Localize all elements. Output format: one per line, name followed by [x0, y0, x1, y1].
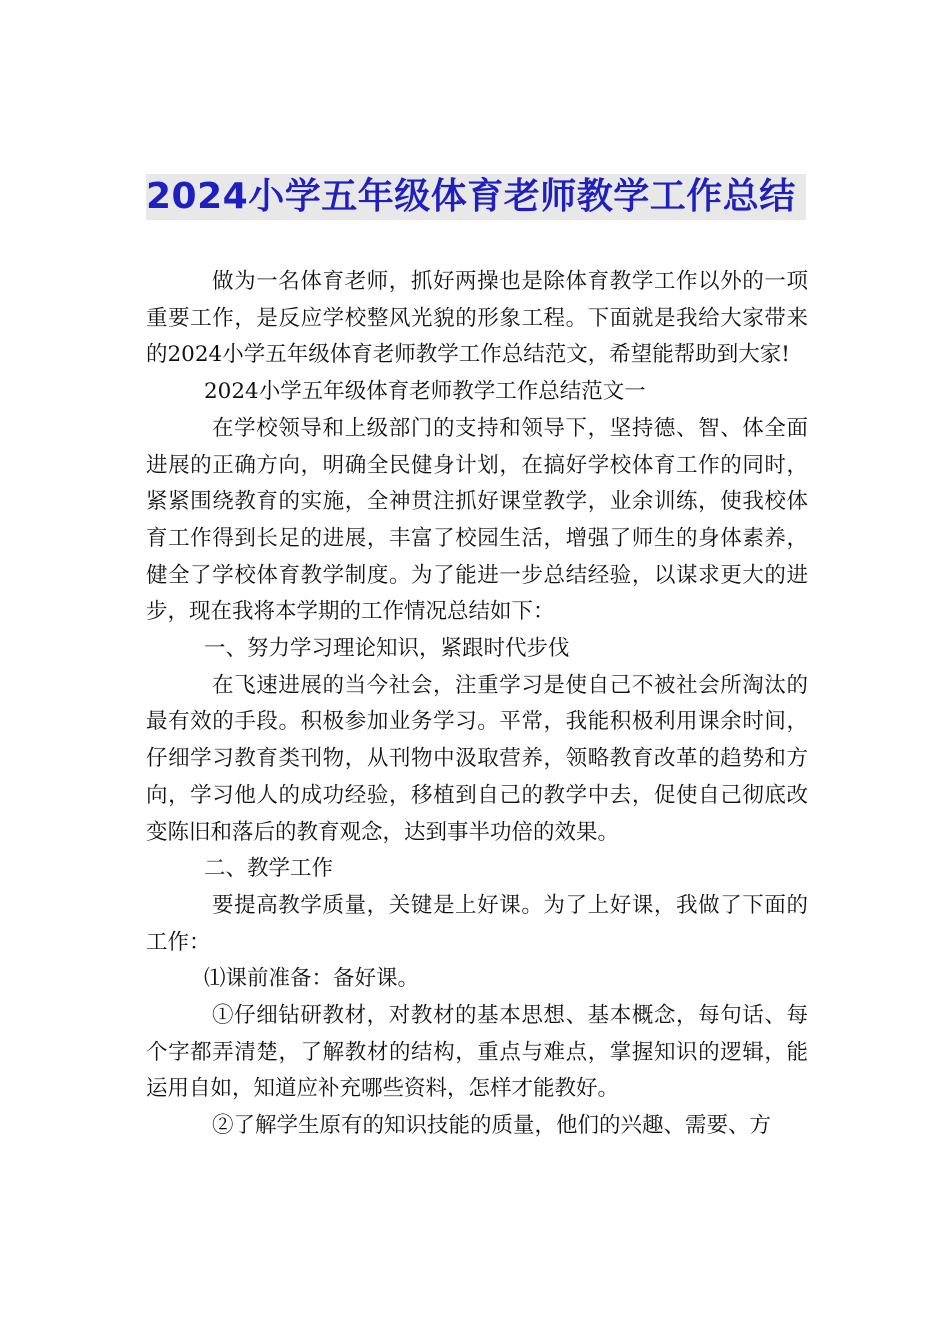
section-heading-teaching: 二、教学工作: [204, 856, 334, 882]
section-heading-study: 一、努力学习理论知识，紧跟时代步伐: [204, 636, 570, 662]
body-paragraph: 在学校领导和上级部门的支持和领导下，坚持德、智、体全面进展的正确方向，明确全民健身计划，在搞好学校体育工作的同时，紧紧围绕教育的实施，全神贯注抓好课堂教学，业余训练，使我校体育工作得到长足的进展，丰富了校园生活，增强了师生的身体素养，健全了学校体育教学制度。为了能进一步总结经验，以谋求更大的进步，现在我将本学期的工作情况总结如下：: [146, 415, 808, 625]
body-paragraph: 要提高教学质量，关键是上好课。为了上好课，我做了下面的工作：: [146, 892, 808, 955]
body-paragraph: 在飞速进展的当今社会，注重学习是使自己不被社会所淘汰的最有效的手段。积极参加业务学习。平常，我能积极利用课余时间，仔细学习教育类刊物，从刊物中汲取营养，领略教育改革的趋势和方向，学习他人的成功经验，移植到自己的教学中去，促使自己彻底改变陈旧和落后的教育观念，达到事半功倍的效果。: [146, 672, 808, 845]
list-item: ②了解学生原有的知识技能的质量，他们的兴趣、需要、方: [212, 1113, 772, 1139]
list-item: ①仔细钻研教材，对教材的基本思想、基本概念，每句话、每个字都弄清楚，了解教材的结构，重点与难点，掌握知识的逻辑，能运用自如，知道应补充哪些资料，怎样才能教好。: [146, 1003, 808, 1102]
intro-paragraph: 做为一名体育老师，抓好两操也是除体育教学工作以外的一项重要工作，是反应学校整风光貌的形象工程。下面就是我给大家带来的2024小学五年级体育老师教学工作总结范文，希望能帮助到大家!: [146, 269, 808, 368]
section-heading-sample-one: 2024小学五年级体育老师教学工作总结范文一: [204, 379, 646, 405]
document-body: [146, 264, 808, 1145]
document-title: 2024小学五年级体育老师教学工作总结: [146, 174, 806, 220]
list-heading-preparation: ⑴课前准备：备好课。: [204, 966, 420, 992]
